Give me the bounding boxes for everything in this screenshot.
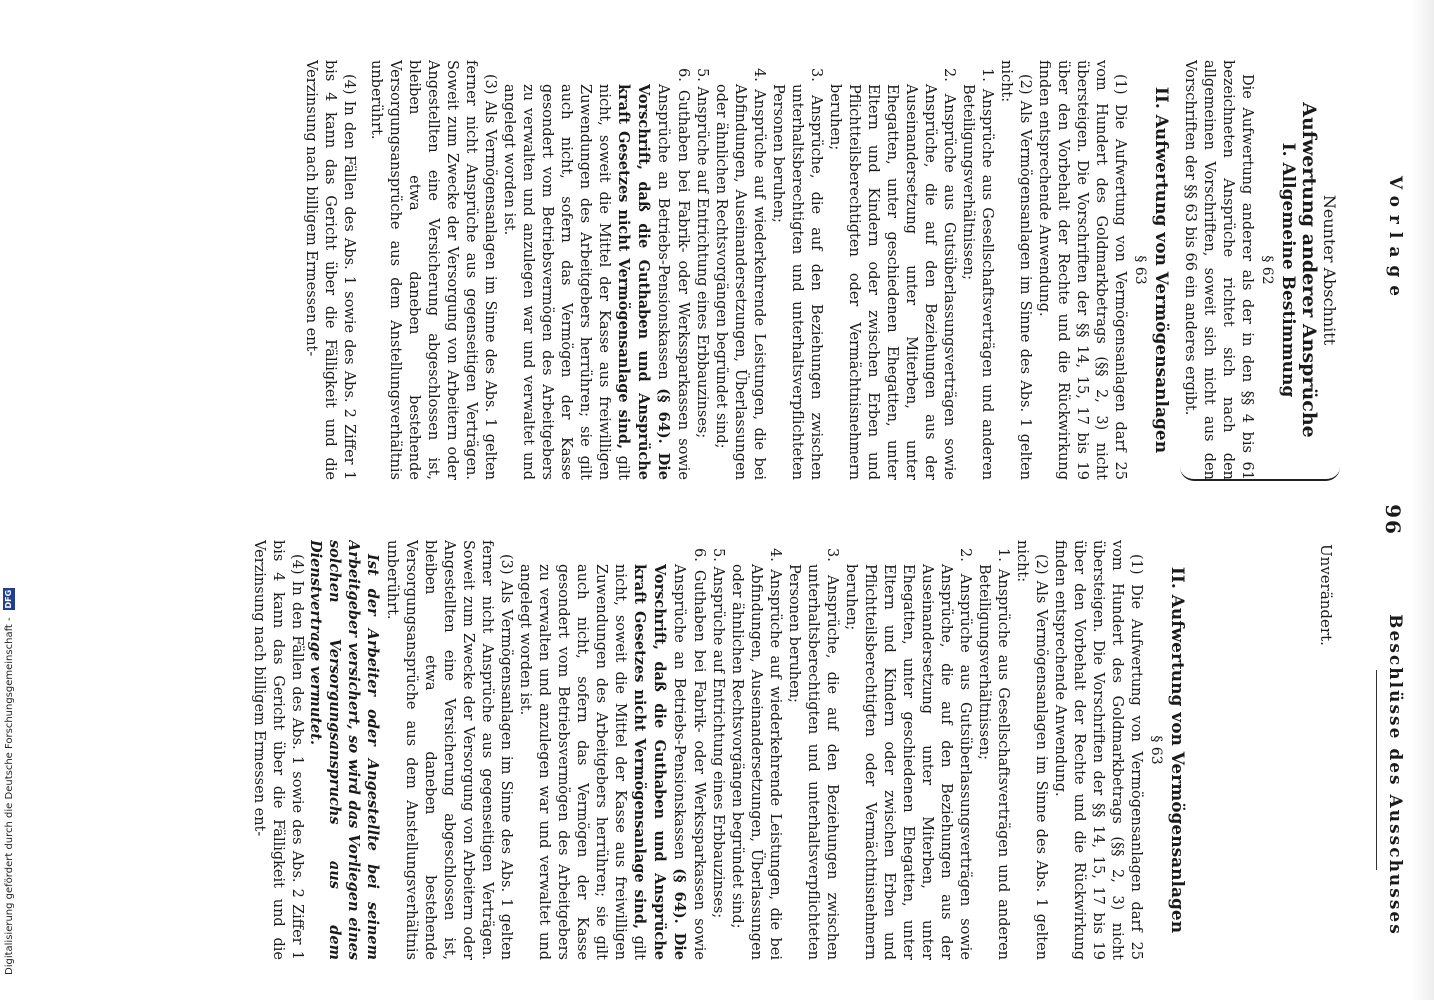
footer-text: Digitalisierung gefördert durch die Deutsche Forschungsgemeinschaft - [4,617,15,975]
bold-text: (§ 64). Die Vorschrift, daß die Guthaben und Ansprüche kraft Gesetzes nicht Vermögensanlage sind, [631,564,688,960]
bold-text: (§ 64). Die Vorschrift, daß die Guthaben und Ansprüche kraft Gesetzes nicht Vermögensanlage sind, [615,84,672,480]
list-item: 5. Ansprüche auf Entrichtung eines Erbbauzinses; [694,68,710,439]
scan-edge [1412,0,1434,1000]
paragraph-text: (4) In den Fällen des Abs. 1 sowie des Abs. 2 Ziffer 1 bis 4 kann das Gericht über die Fälligkeit und die Verzinsung nach billigem Ermessen ent- [303,60,357,480]
section-heading: II. Aufwertung von Vermögensanlagen [1151,86,1171,454]
header-beschluesse: Beschlüsse des Ausschusses [1385,614,1405,936]
item-text: 6. Guthaben bei Fabrik- oder Werkssparkassen sowie Ansprüche an Betriebs-Pensionskassen [671,548,707,960]
list-item: 2. Ansprüche aus Gutsüberlassungsverträgen sowie Ansprüche, die auf den Beziehungen aus der Auseinandersetzung unter Miterben, unter Ehegatten, unter geschiedenen Ehegatten, unter Eltern und Kindern oder zwischen Erben und Pflichtteilsberechtigten oder Vermächtnisnehmern beruhen; [843,548,973,960]
list-item [499,60,692,480]
section-heading: II. Aufwertung von Vermögensanlagen [1167,566,1187,934]
paragraph-number: § 62 [1259,255,1275,285]
paragraph-text: (3) Als Vermögensanlagen im Sinne des Abs. 1 gelten ferner nicht Ansprüche aus gegenseitigen Verträgen. Soweit zum Zwecke der Versorgung von Arbeitern oder Angestellten eine Versicherung abgeschlossen ist, bleiben etwa daneben bestehende Versorgungsansprüche aus dem Anstellungsverhältnis unberührt. [368,60,498,480]
paragraph-text: (4) In den Fällen des Abs. 1 sowie des Abs. 2 Ziffer 1 bis 4 kann das Gericht über die Fälligkeit und die Verzinsung nach billigem Ermessen ent- [251,540,305,960]
paragraph-number: § 63 [1148,735,1164,765]
header-rule [1376,670,1377,870]
list-item: 5. Ansprüche auf Entrichtung eines Erbbauzinses; [710,548,726,919]
header-vorlage: Vorlage [1385,175,1405,305]
paragraph-text: (1) Die Aufwertung von Vermögensanlagen darf 25 vom Hundert des Goldmarkbetrags (§§ 2, 3) nicht übersteigen. Die Vorschriften der §§ 14, 15, 17 bis 19 über den Vorbehalt der Rechte und die Rückwirkung finden entsprechende Anwendung. [1052,540,1144,960]
paragraph-text: (3) Als Vermögensanlagen im Sinne des Abs. 1 gelten ferner nicht Ansprüche aus gegenseitigen Verträgen. Soweit zum Zwecke der Versorgung von Arbeitern oder Angestellten eine Versicherung abgeschlossen ist, bleiben etwa daneben bestehende Versorgungsansprüche aus dem Anstellungsverhältnis unberührt. [384,540,514,960]
item-text: gilt nicht, soweit die Mittel der Kasse aus freiwilligen Zuwendungen des Arbeitgebers herrühren; sie gilt auch nicht, sofern das Vermögen der Kasse gesondert vom Betriebsvermögen des Arbeitgebers zu verwalten und anzulegen war und verwaltet und angelegt worden ist. [501,84,631,480]
item-text: gilt nicht, soweit die Mittel der Kasse aus freiwilligen Zuwendungen des Arbeitgebers herrühren; sie gilt auch nicht, sofern das Vermögen der Kasse gesondert vom Betriebsvermögen des Arbeitgebers zu verwalten und anzulegen war und verwaltet und angelegt worden ist. [517,564,647,960]
item-text: 6. Guthaben bei Fabrik- oder Werkssparkassen sowie Ansprüche an Betriebs-Pensionskassen [655,68,691,480]
page-number: 96 [1381,504,1405,536]
list-item: 4. Ansprüche auf wiederkehrende Leistungen, die bei Abfindungen, Auseinandersetzungen, Überlassungen oder ähnlichen Rechtsvorgängen begründet sind; [729,548,783,960]
paragraph-text: Die Aufwertung anderer als der in den §§ 4 bis 61 bezeichneten Ansprüche richtet sich nach den allgemeinen Vorschriften, soweit sich nicht aus den Vorschriften der §§ 63 bis 66 ein anderes ergibt. [1182,60,1255,480]
paragraph-text: (1) Die Aufwertung von Vermögensanlagen darf 25 vom Hundert des Goldmarkbetrags (§§ 2, 3) nicht übersteigen. Die Vorschriften der §§ 14, 15, 17 bis 19 über den Vorbehalt der Rechte und die Rückwirkung finden entsprechende Anwendung. [1036,60,1128,480]
unchanged-note: Unverändert. [1317,544,1335,646]
list-item: 3. Ansprüche, die auf den Beziehungen zwischen unterhaltsberechtigten und unterhaltsverpflichteten Personen beruhen; [786,548,840,960]
list-item [515,540,708,960]
digitization-footer [3,15,19,975]
list-item: 4. Ansprüche auf wiederkehrende Leistungen, die bei Abfindungen, Auseinandersetzungen, Überlassungen oder ähnlichen Rechtsvorgängen begründet sind; [713,68,767,480]
list-item: 2. Ansprüche aus Gutsüberlassungsverträgen sowie Ansprüche, die auf den Beziehungen aus der Auseinandersetzung unter Miterben, unter Ehegatten, unter geschiedenen Ehegatten, unter Eltern und Kindern oder zwischen Erben und Pflichtteilsberechtigten oder Vermächtnisnehmern beruhen; [827,68,957,480]
list-item: 1. Ansprüche aus Gesellschaftsverträgen und anderen Beteiligungsverhältnissen; [976,548,1011,960]
section-heading: I. Allgemeine Bestimmung [1278,142,1298,398]
dfg-logo: DFG [4,589,13,609]
list-item: 1. Ansprüche aus Gesellschaftsverträgen und anderen Beteiligungsverhältnissen; [960,68,995,480]
left-column [240,60,1340,480]
chapter-title: Aufwertung anderer Ansprüche [1298,102,1320,438]
part-heading: Neunter Abschnitt [1320,194,1339,346]
document-page [225,20,1405,980]
paragraph-text: (2) Als Vermögensanlagen im Sinne des Abs. 1 gelten nicht: [1014,540,1049,960]
paragraph-text: (2) Als Vermögensanlagen im Sinne des Abs. 1 gelten nicht: [998,60,1033,480]
added-text: Ist der Arbeiter oder Angestellte bei seinem Arbeitgeber versichert, so wird das Vorliegen eines solchen Versorgungsanspruchs aus dem Dienstvertrage vermutet. [307,540,381,960]
paragraph-number: § 63 [1132,255,1148,285]
right-column [240,540,1340,960]
list-item: 3. Ansprüche, die auf den Beziehungen zwischen unterhaltsberechtigten und unterhaltsverpflichteten Personen beruhen; [770,68,824,480]
